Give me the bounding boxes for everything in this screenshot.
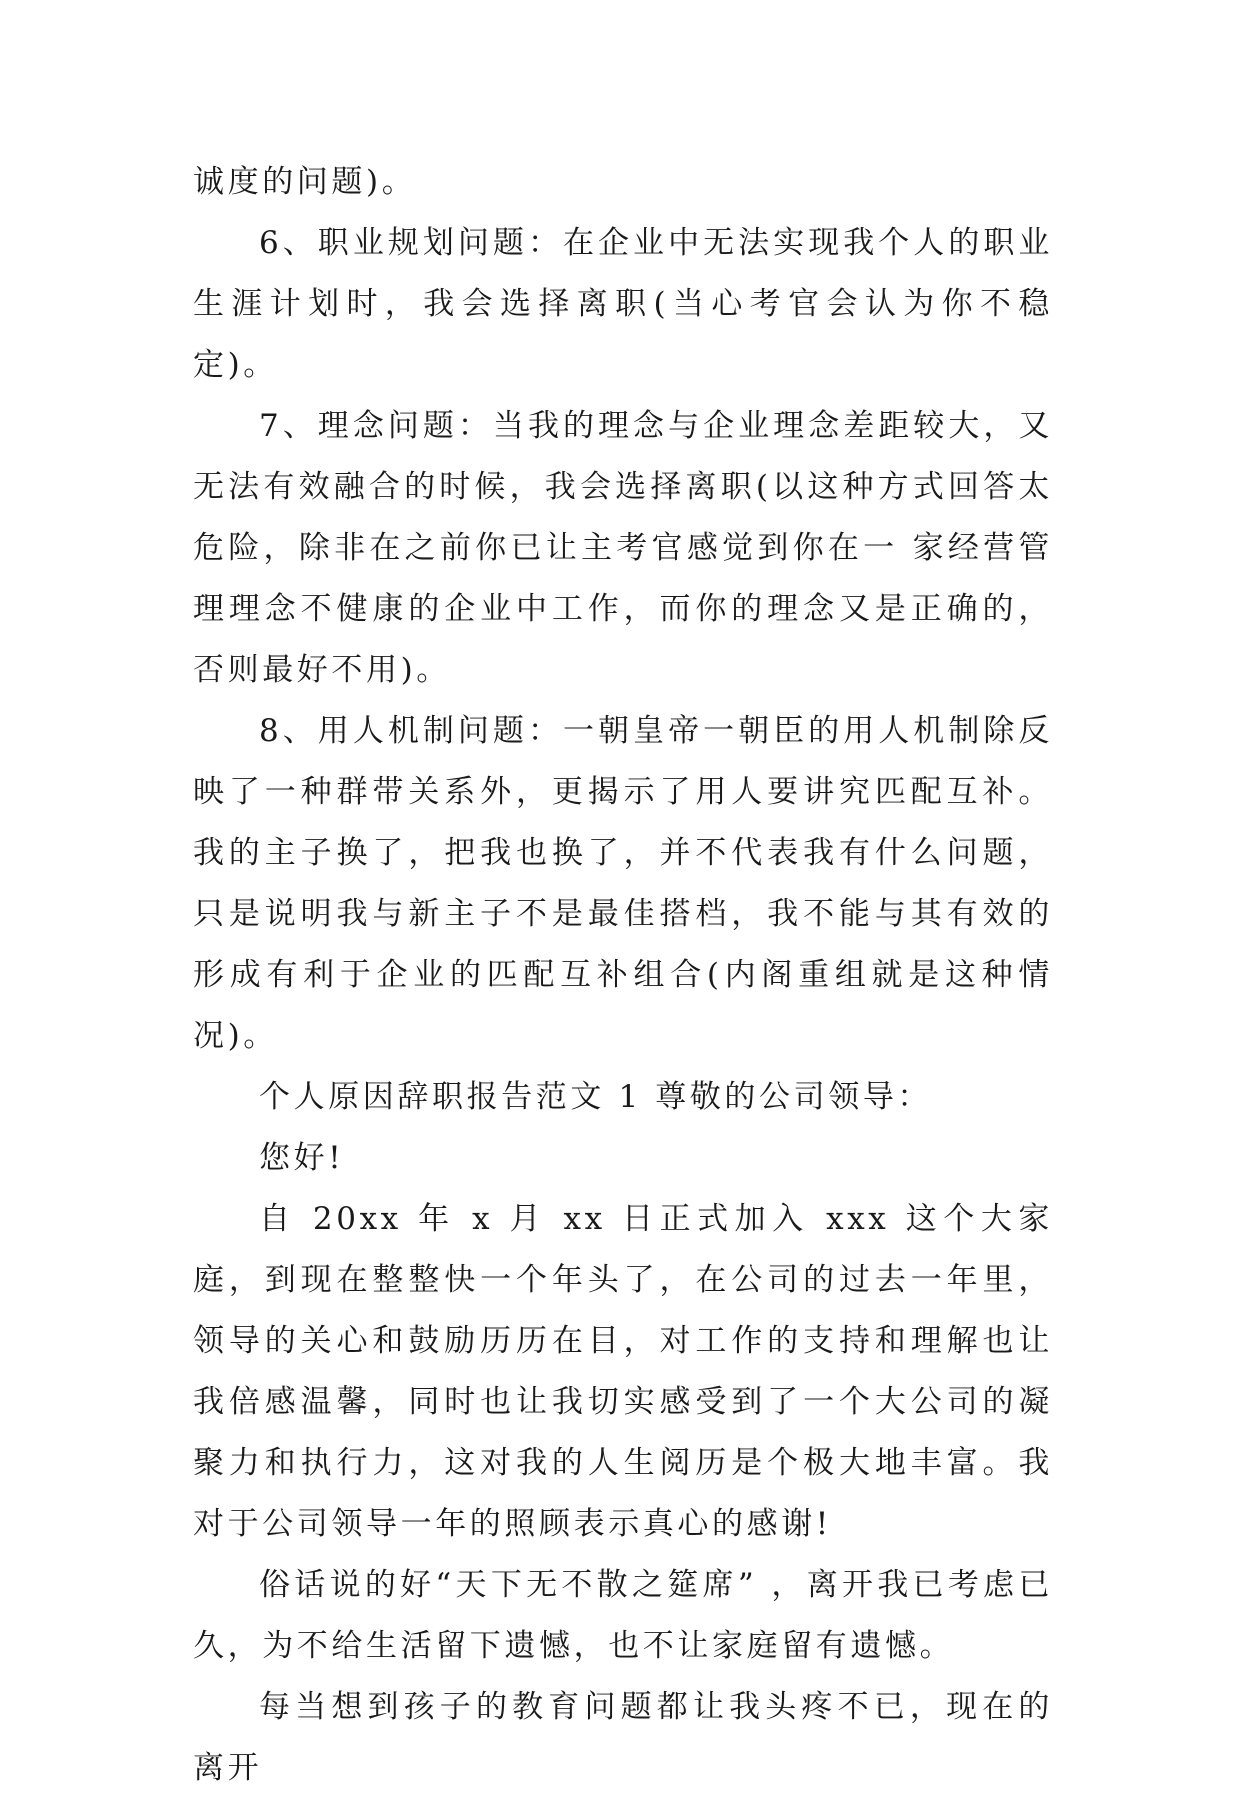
- paragraph-5: 个人原因辞职报告范文 1 尊敬的公司领导：: [259, 1079, 933, 1115]
- paragraph-2: 6、职业规划问题：在企业中无法实现我个人的职业生涯计划时，我会选择离职(当心考官会认为你不稳定)。: [193, 225, 1053, 383]
- paragraph-4: 8、用人机制问题：一朝皇帝一朝臣的用人机制除反映了一种群带关系外，更揭示了用人要讲究匹配互补。我的主子换了，把我也换了，并不代表我有什么问题，只是说明我与新主子不是最佳搭档，我不能与其有效的形成有利于企业的匹配互补组合(内阁重组就是这种情况)。: [193, 713, 1053, 1054]
- document-body: [193, 152, 1053, 1799]
- paragraph-9: 每当想到孩子的教育问题都让我头疼不已，现在的离开: [193, 1689, 1053, 1786]
- paragraph-7: 自 20xx 年 x 月 xx 日正式加入 xxx 这个大家庭，到现在整整快一个年头了，在公司的过去一年里，领导的关心和鼓励历历在目，对工作的支持和理解也让我倍感温馨，同时也让我切实感受到了一个大公司的凝聚力和执行力，这对我的人生阅历是个极大地丰富。我对于公司领导一年的照顾表示真心的感谢!: [193, 1201, 1053, 1542]
- paragraph-3: 7、理念问题：当我的理念与企业理念差距较大，又无法有效融合的时候，我会选择离职(以这种方式回答太危险，除非在之前你已让主考官感觉到你在一 家经营管理理念不健康的企业中工作，而你的理念又是正确的，否则最好不用)。: [193, 408, 1053, 688]
- paragraph-8: 俗话说的好“天下无不散之筵席” ，离开我已考虑已久，为不给生活留下遗憾，也不让家庭留有遗憾。: [193, 1567, 1053, 1664]
- paragraph-1: 诚度的问题)。: [193, 164, 417, 200]
- paragraph-6: 您好!: [259, 1140, 345, 1176]
